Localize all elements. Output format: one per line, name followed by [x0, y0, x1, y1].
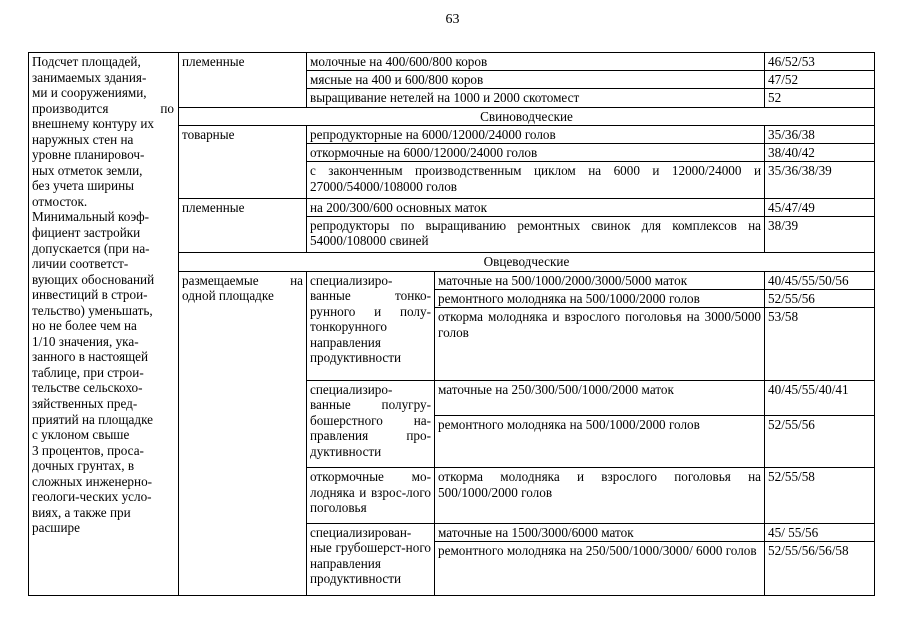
- left-note-line: вующих обоснований: [32, 271, 155, 287]
- item-value: 45/ 55/56: [765, 523, 875, 541]
- left-note-line: геологи-ческих усло-: [32, 489, 152, 505]
- item-value: 47/52: [765, 71, 875, 89]
- item-name: репродукторные на 6000/12000/24000 голов: [307, 125, 765, 143]
- placement-cell: размещаемые на одной площадке: [179, 271, 307, 595]
- item-name: откормочные на 6000/12000/24000 голов: [307, 144, 765, 162]
- category-cell: товарные: [179, 125, 307, 198]
- left-note-line: с уклоном свыше: [32, 427, 130, 443]
- item-name: мясные на 400 и 600/800 коров: [307, 71, 765, 89]
- item-value: 40/45/55/40/41: [765, 380, 875, 415]
- left-note-line: Минимальный коэф-: [32, 209, 149, 225]
- left-note-line: зяйственных пред-: [32, 396, 138, 412]
- table-row: [29, 53, 875, 71]
- item-value: 38/39: [765, 216, 875, 252]
- left-note-line: виях, а также при: [32, 504, 131, 520]
- item-name: репродукторы по выращиванию ремонтных свинок для комплексов на 54000/108000 свиней: [307, 216, 765, 252]
- item-name: ремонтного молодняка на 500/1000/2000 голов: [435, 289, 765, 307]
- item-value: 46/52/53: [765, 53, 875, 71]
- item-name: молочные на 400/600/800 коров: [307, 53, 765, 71]
- item-value: 40/45/55/50/56: [765, 271, 875, 289]
- left-note-line: занимаемых здания-: [32, 69, 147, 85]
- left-note-line: дочных грунтах, в: [32, 458, 135, 474]
- left-note-line: тельство) уменьшать,: [32, 302, 153, 318]
- standards-table: [28, 52, 875, 596]
- direction-cell: специализиро-ванные полугру-бошерстного на-правления про-дуктивности: [307, 380, 435, 467]
- left-note-line: тельстве сельскохо-: [32, 380, 143, 396]
- item-name: маточные на 250/300/500/1000/2000 маток: [435, 380, 765, 415]
- left-note-line: ных отметок земли,: [32, 162, 143, 178]
- left-note-line: ми и сооружениями,: [32, 85, 147, 101]
- item-name: откорма молодняка и взрослого поголовья на 500/1000/2000 голов: [435, 468, 765, 523]
- item-name: маточные на 500/1000/2000/3000/5000 маток: [435, 271, 765, 289]
- left-note-line: расшире: [32, 520, 80, 536]
- item-name: ремонтного молодняка на 250/500/1000/3000/ 6000 голов: [435, 541, 765, 595]
- item-value: 53/58: [765, 308, 875, 381]
- item-name: с законченным производственным циклом на 6000 и 12000/24000 и 27000/54000/108000 голов: [307, 162, 765, 198]
- section-header-sheep: Овцеводческие: [179, 253, 875, 271]
- left-note-line: инвестиций в строи-: [32, 287, 148, 303]
- page-number: 63: [445, 12, 460, 27]
- left-note-line: занного в настоящей: [32, 349, 149, 365]
- direction-cell: откормочные мо-лодняка и взрос-лого поголовья: [307, 468, 435, 523]
- left-note-line: приятий на площадке: [32, 411, 154, 427]
- left-note-line: фициент застройки: [32, 225, 141, 241]
- left-note-line: наружных стен на: [32, 131, 134, 147]
- item-value: 45/47/49: [765, 198, 875, 216]
- left-note-line: но не более чем на: [32, 318, 137, 334]
- item-value: 52/55/56/56/58: [765, 541, 875, 595]
- left-note-line: сложных инженерно-: [32, 473, 153, 489]
- item-value: 52: [765, 89, 875, 107]
- item-name: выращивание нетелей на 1000 и 2000 скотомест: [307, 89, 765, 107]
- left-note-line: таблице, при строи-: [32, 364, 144, 380]
- left-note-line: 3 процентов, проса-: [32, 442, 144, 458]
- item-name: маточные на 1500/3000/6000 маток: [435, 523, 765, 541]
- direction-cell: специализиро-ванные тонко-рунного и полу-тонкорунного направления продуктивности: [307, 271, 435, 380]
- item-value: 35/36/38: [765, 125, 875, 143]
- left-note: [29, 53, 179, 596]
- section-header-pigs: Свиноводческие: [179, 107, 875, 125]
- left-note-line: без учета ширины: [32, 178, 134, 194]
- item-value: 52/55/58: [765, 468, 875, 523]
- left-note-line: производится по: [32, 100, 174, 116]
- left-note-line: 1/10 значения, ука-: [32, 333, 139, 349]
- category-cell: племенные: [179, 198, 307, 253]
- item-name: на 200/300/600 основных маток: [307, 198, 765, 216]
- item-name: ремонтного молодняка на 500/1000/2000 голов: [435, 416, 765, 468]
- left-note-line: Подсчет площадей,: [32, 54, 141, 69]
- left-note-line: уровне планировоч-: [32, 147, 145, 163]
- item-value: 38/40/42: [765, 144, 875, 162]
- item-value: 52/55/56: [765, 289, 875, 307]
- category-cell: племенные: [179, 53, 307, 108]
- item-value: 52/55/56: [765, 416, 875, 468]
- left-note-line: отмосток.: [32, 193, 88, 209]
- direction-cell: специализирован-ные грубошерст-ного направления продуктивности: [307, 523, 435, 595]
- left-note-line: допускается (при на-: [32, 240, 150, 256]
- left-note-line: личии соответст-: [32, 256, 129, 272]
- item-value: 35/36/38/39: [765, 162, 875, 198]
- left-note-line: внешнему контуру их: [32, 116, 154, 132]
- item-name: откорма молодняка и взрослого поголовья на 3000/5000 голов: [435, 308, 765, 381]
